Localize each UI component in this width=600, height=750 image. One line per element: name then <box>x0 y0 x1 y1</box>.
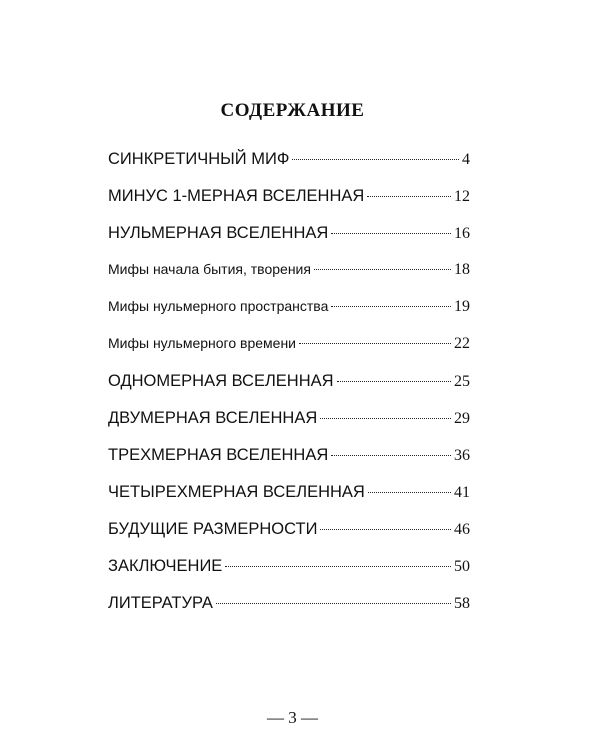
toc-entry <box>108 150 470 187</box>
toc-entry <box>108 224 470 261</box>
toc-subentry <box>108 335 470 372</box>
toc-entry-title: ЛИТЕРАТУРА <box>108 594 213 612</box>
toc-entry-title: Мифы нульмерного пространства <box>108 298 329 314</box>
toc-subentry <box>108 261 470 298</box>
toc-entry <box>108 187 470 224</box>
toc-entry <box>108 446 470 483</box>
toc-dot-leader <box>320 529 451 530</box>
toc-dot-leader <box>331 233 451 234</box>
toc-entry-page: 16 <box>454 225 470 242</box>
toc-entry-page: 22 <box>454 335 470 352</box>
toc-entry-page: 36 <box>454 447 470 464</box>
toc-entry-title: Мифы начала бытия, творения <box>108 261 311 277</box>
toc-entry-title: ДВУМЕРНАЯ ВСЕЛЕННАЯ <box>108 409 318 427</box>
toc-dot-leader <box>367 196 451 197</box>
toc-entry-page: 46 <box>454 521 470 538</box>
toc-entry-page: 25 <box>454 373 470 390</box>
toc-dot-leader <box>331 306 451 307</box>
toc-entry-page: 4 <box>462 151 470 168</box>
toc-dot-leader <box>225 566 451 567</box>
toc-dot-leader <box>368 492 451 493</box>
toc-entry-page: 12 <box>454 188 470 205</box>
toc-entry-title: МИНУС 1-МЕРНАЯ ВСЕЛЕННАЯ <box>108 187 365 205</box>
toc-entry <box>108 372 470 409</box>
toc-entry <box>108 594 470 631</box>
page-number: — 3 — <box>267 708 318 727</box>
toc-dot-leader <box>337 381 451 382</box>
toc-entry-title: НУЛЬМЕРНАЯ ВСЕЛЕННАЯ <box>108 224 329 242</box>
toc-entry-page: 29 <box>454 410 470 427</box>
toc-entry-title: Мифы нульмерного времени <box>108 335 297 351</box>
toc-entry-page: 18 <box>454 261 470 278</box>
toc-entry-title: СИНКРЕТИЧНЫЙ МИФ <box>108 150 290 168</box>
toc-entry-page: 58 <box>454 595 470 612</box>
toc-dot-leader <box>320 418 451 419</box>
toc-dot-leader <box>299 343 451 344</box>
toc-entry-title: ОДНОМЕРНАЯ ВСЕЛЕННАЯ <box>108 372 334 390</box>
table-of-contents <box>108 150 470 631</box>
toc-entry <box>108 557 470 594</box>
toc-dot-leader <box>314 269 451 270</box>
toc-entry <box>108 409 470 446</box>
toc-title: СОДЕРЖАНИЕ <box>220 100 365 121</box>
toc-subentry <box>108 298 470 335</box>
toc-entry-page: 19 <box>454 298 470 315</box>
toc-entry-title: ЗАКЛЮЧЕНИЕ <box>108 557 223 575</box>
toc-dot-leader <box>331 455 451 456</box>
toc-dot-leader <box>216 603 451 604</box>
toc-entry <box>108 520 470 557</box>
toc-dot-leader <box>292 159 459 160</box>
toc-entry-page: 50 <box>454 558 470 575</box>
toc-entry <box>108 483 470 520</box>
toc-entry-title: БУДУЩИЕ РАЗМЕРНОСТИ <box>108 520 318 538</box>
toc-entry-title: ЧЕТЫРЕХМЕРНАЯ ВСЕЛЕННАЯ <box>108 483 365 501</box>
toc-entry-title: ТРЕХМЕРНАЯ ВСЕЛЕННАЯ <box>108 446 329 464</box>
toc-entry-page: 41 <box>454 484 470 501</box>
